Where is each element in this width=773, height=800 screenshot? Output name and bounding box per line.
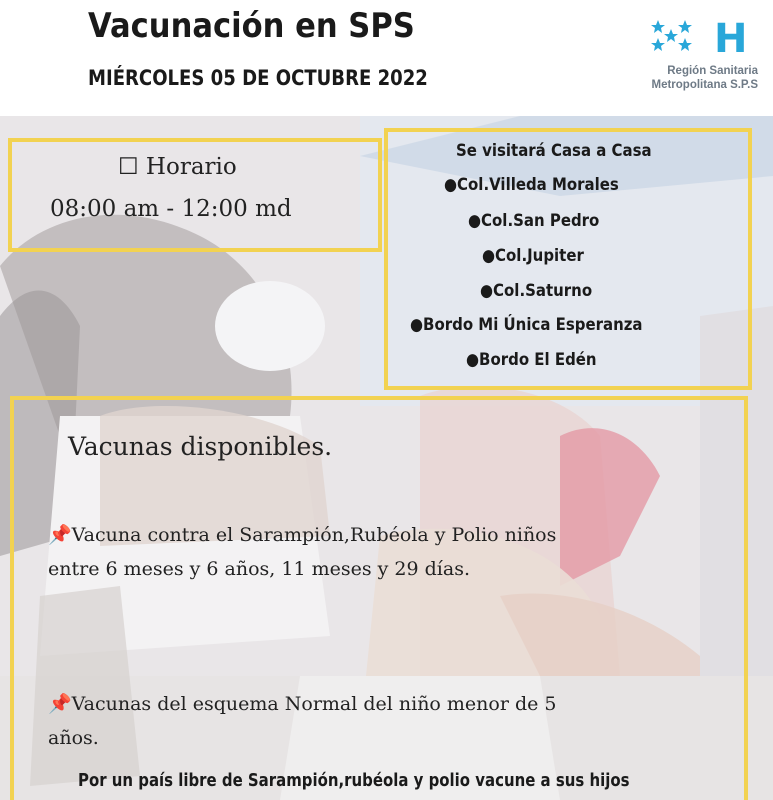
visit-item: ●Bordo El Edén	[466, 350, 597, 370]
star-icon	[664, 29, 678, 42]
visits-title: Se visitará Casa a Casa	[456, 141, 652, 161]
organization-name	[618, 64, 758, 92]
footer-slogan: Por un país libre de Sarampión,rubéola y polio vacune a sus hijos	[78, 770, 630, 791]
visit-item: ●Col.Villeda Morales	[444, 175, 619, 195]
visit-item: ●Bordo Mi Única Esperanza	[410, 315, 643, 335]
pushpin-icon: 📌	[48, 693, 72, 715]
event-date: MIÉRCOLES 05 DE OCTUBRE 2022	[88, 66, 428, 90]
pushpin-icon: 📌	[48, 524, 72, 546]
visit-item: ●Col.San Pedro	[468, 211, 600, 231]
schedule-time: 08:00 am - 12:00 md	[50, 196, 292, 222]
star-icon	[678, 20, 692, 33]
schedule-label: ☐ Horario	[118, 154, 237, 180]
vaccine-item-1	[48, 518, 708, 586]
star-icon	[678, 38, 692, 51]
star-icon	[651, 20, 665, 33]
vaccines-title: Vacunas disponibles.	[68, 432, 333, 461]
star-icon	[651, 38, 665, 51]
vaccine-item-1-line-1: Vacuna contra el Sarampión,Rubéola y Polio niños	[71, 524, 557, 546]
org-line-2: Metropolitana S.P.S	[651, 79, 758, 91]
org-line-1: Región Sanitaria	[667, 65, 758, 77]
vaccine-item-2-line-2: años.	[48, 727, 99, 749]
health-region-logo	[640, 16, 750, 56]
vaccine-item-1-line-2: entre 6 meses y 6 años, 11 meses y 29 días.	[48, 558, 470, 580]
header	[0, 0, 773, 116]
vaccine-item-2	[48, 687, 708, 755]
visit-item: ●Col.Jupiter	[482, 246, 584, 266]
visit-item: ●Col.Saturno	[480, 281, 593, 301]
logo-letter: H	[714, 16, 748, 56]
page-title: Vacunación en SPS	[88, 6, 415, 46]
vaccine-item-2-line-1: Vacunas del esquema Normal del niño menor de 5	[71, 693, 557, 715]
